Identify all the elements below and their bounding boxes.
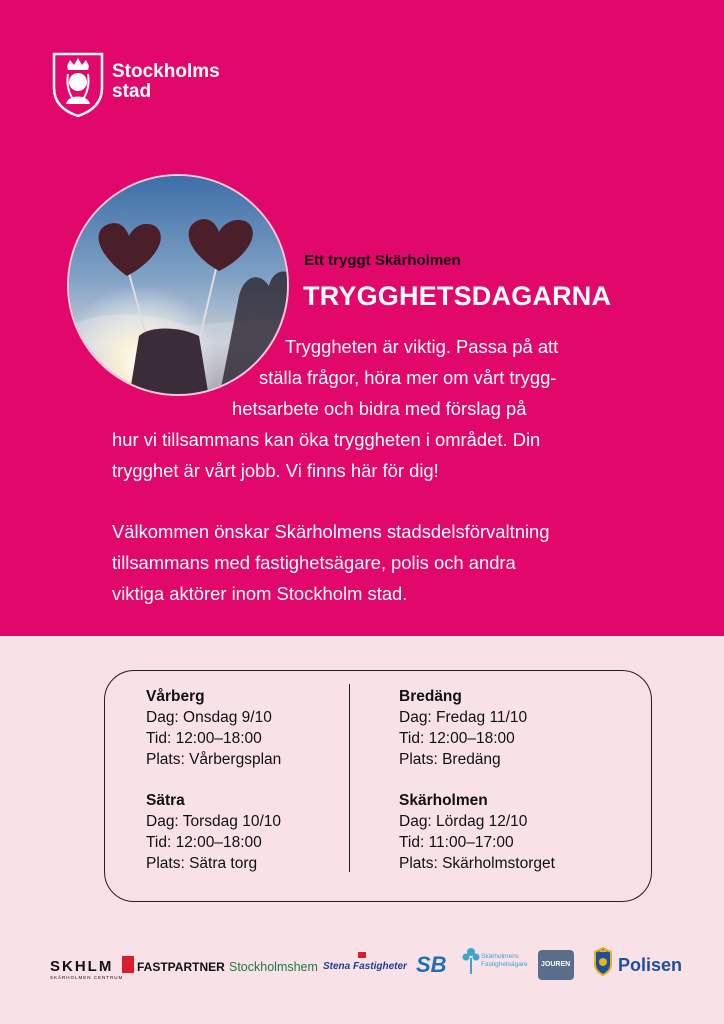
polisen-emblem-icon — [592, 946, 614, 976]
event-name: Sätra — [146, 792, 185, 809]
welcome-line: tillsammans med fastighetsägare, polis och andra — [112, 552, 516, 573]
schedule-divider — [349, 684, 350, 872]
intro-line: ställa frågor, höra mer om vårt trygg- — [259, 367, 557, 388]
logo-line-2: stad — [112, 81, 152, 102]
sb-logo: SB — [416, 952, 447, 977]
event-name: Vårberg — [146, 688, 205, 705]
event-name: Skärholmen — [399, 792, 488, 809]
event-day: Dag: Fredag 11/10 — [399, 709, 528, 726]
intro-line: Tryggheten är viktig. Passa på att — [285, 336, 559, 357]
event-time: Tid: 12:00–18:00 — [146, 834, 262, 851]
event-name: Bredäng — [399, 688, 462, 705]
fastighetsagare-line-1: Skärholmens — [481, 953, 519, 960]
stena-logo: Stena Fastigheter — [323, 961, 407, 972]
flower-icon — [462, 946, 480, 976]
event-satra — [146, 790, 281, 874]
event-skarholmen — [399, 790, 555, 874]
intro-line: hetsarbete och bidra med förslag på — [232, 398, 527, 419]
fastpartner-mark-icon — [122, 956, 134, 973]
fastighetsagare-logo — [481, 953, 528, 969]
polisen-logo: Polisen — [618, 955, 683, 975]
event-bredang — [399, 686, 527, 770]
partner-logos — [0, 940, 724, 990]
page-title: TRYGGHETSDAGARNA — [303, 281, 612, 311]
event-place: Plats: Skärholmstorget — [399, 855, 555, 872]
event-time: Tid: 11:00–17:00 — [399, 834, 514, 851]
event-time: Tid: 12:00–18:00 — [146, 730, 262, 747]
jouren-logo: JOUREN — [541, 961, 571, 968]
stockholmshem-logo: Stockholmshem — [229, 960, 318, 974]
skhlm-subtitle: SKÄRHOLMEN CENTRUM — [50, 975, 124, 980]
fastpartner-logo: FASTPARTNER — [137, 960, 225, 974]
welcome-line: Välkommen önskar Skärholmens stadsdelsförvaltning — [112, 521, 550, 542]
crown-shield-icon — [52, 52, 104, 118]
stockholms-stad-logo — [52, 52, 220, 118]
event-day: Dag: Onsdag 9/10 — [146, 709, 272, 726]
event-time: Tid: 12:00–18:00 — [399, 730, 515, 747]
event-place: Plats: Bredäng — [399, 751, 501, 768]
kicker-text: Ett tryggt Skärholmen — [304, 252, 461, 269]
event-varberg — [146, 686, 281, 770]
intro-line: hur vi tillsammans kan öka tryggheten i området. Din — [112, 429, 541, 450]
welcome-line: viktiga aktörer inom Stockholm stad. — [112, 583, 408, 604]
skhlm-logo: SKHLM — [50, 958, 114, 975]
event-place: Plats: Vårbergsplan — [146, 751, 282, 768]
fastighetsagare-line-2: Fastighetsägare — [481, 961, 528, 968]
intro-line: trygghet är vårt jobb. Vi finns här för dig! — [112, 460, 439, 481]
hearts-photo — [67, 174, 289, 396]
event-day: Dag: Lördag 12/10 — [399, 813, 528, 830]
stena-flag-icon — [358, 952, 366, 958]
event-place: Plats: Sätra torg — [146, 855, 258, 872]
logo-line-1: Stockholms — [112, 61, 220, 82]
event-day: Dag: Torsdag 10/10 — [146, 813, 282, 830]
